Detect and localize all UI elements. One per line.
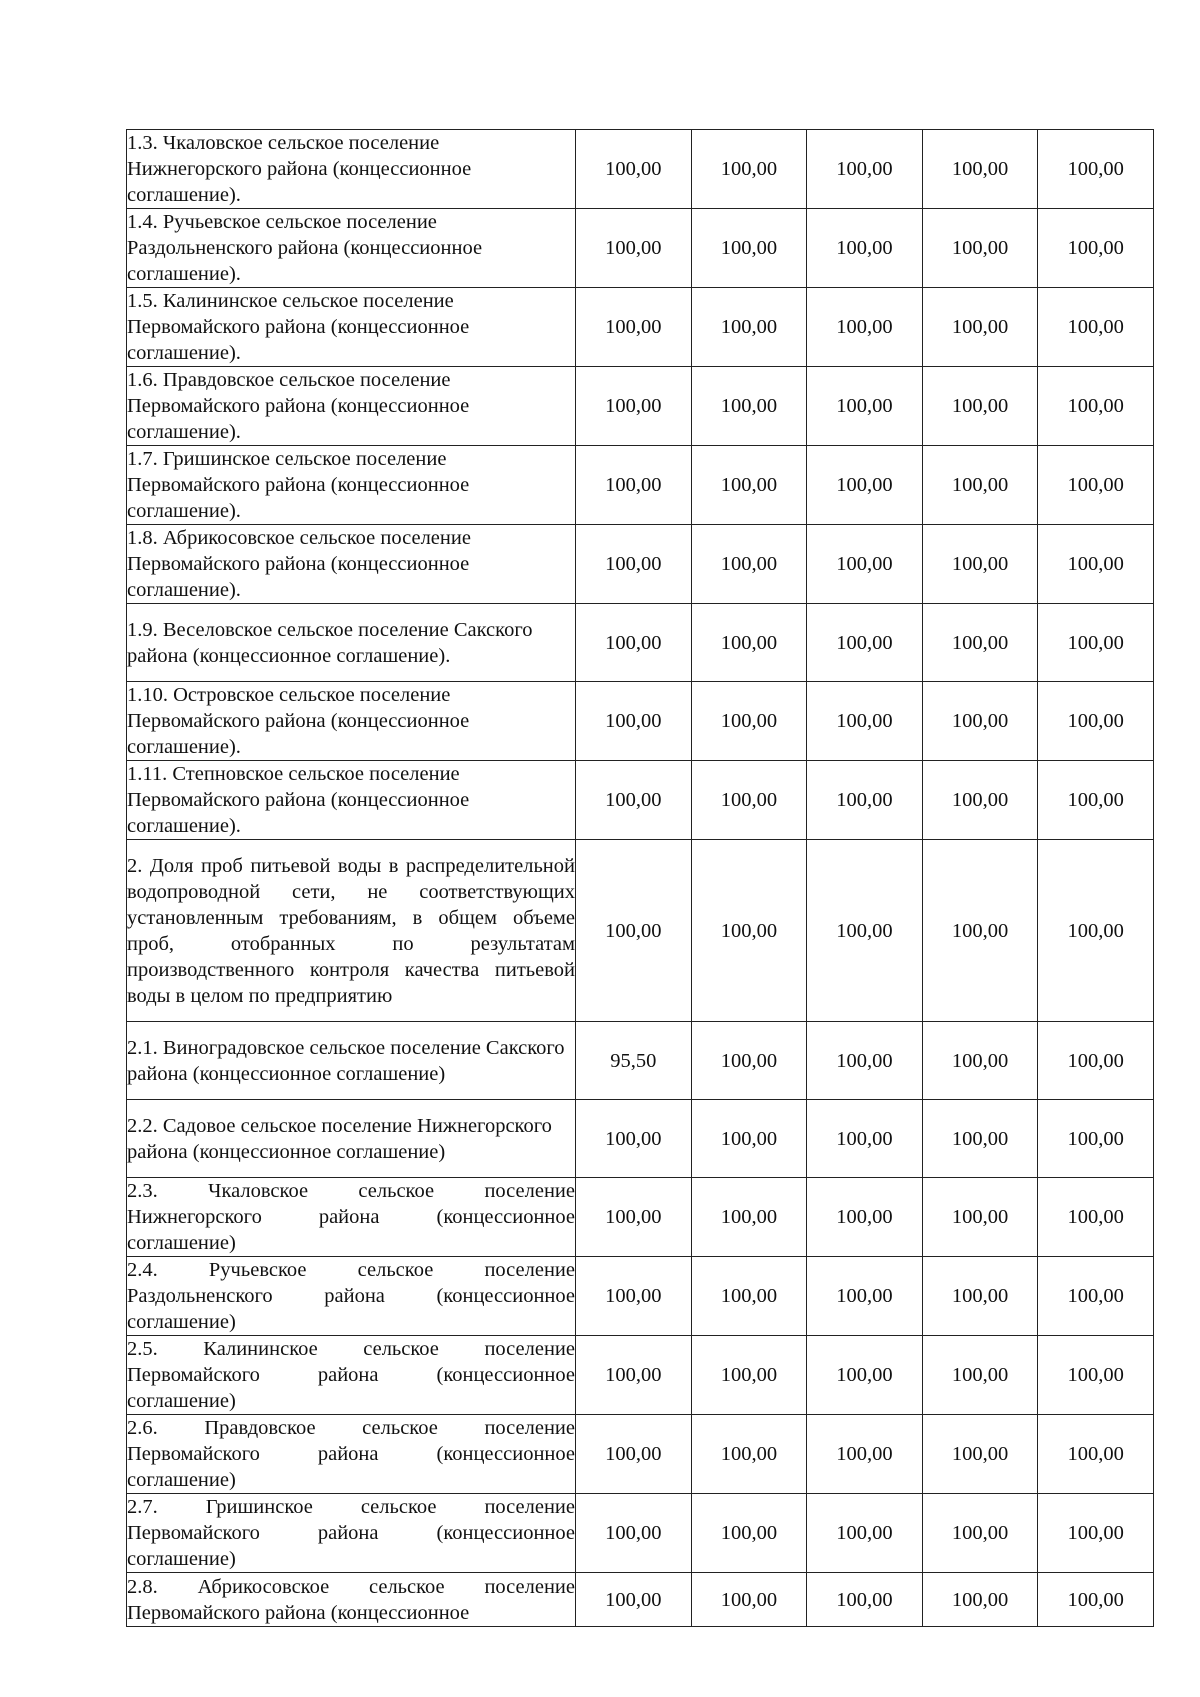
value-cell: 100,00 <box>576 1494 692 1573</box>
value-cell: 100,00 <box>807 1178 923 1257</box>
table-row <box>127 130 1154 209</box>
value-cell: 100,00 <box>1038 1336 1154 1415</box>
value-cell: 100,00 <box>922 682 1038 761</box>
table-row <box>127 525 1154 604</box>
value-cell: 100,00 <box>1038 288 1154 367</box>
value-cell: 100,00 <box>576 130 692 209</box>
row-label: 2. Доля проб питьевой воды в распределительной водопроводной сети, не соответствующих установленным требованиям, в общем объеме проб, отобранных по результатам производственного контроля качества питьевой воды в целом по предприятию <box>127 840 576 1022</box>
value-cell: 100,00 <box>922 1257 1038 1336</box>
value-cell: 100,00 <box>1038 682 1154 761</box>
value-cell: 100,00 <box>576 446 692 525</box>
value-cell: 100,00 <box>1038 209 1154 288</box>
table-row <box>127 761 1154 840</box>
value-cell: 100,00 <box>691 367 807 446</box>
row-label: 2.6. Правдовское сельское поселение Первомайского района (концессионное соглашение) <box>127 1415 576 1494</box>
value-cell: 100,00 <box>922 1022 1038 1100</box>
row-label: 1.8. Абрикосовское сельское поселение Первомайского района (концессионное соглашение). <box>127 525 576 604</box>
value-cell: 100,00 <box>576 840 692 1022</box>
value-cell: 100,00 <box>691 840 807 1022</box>
row-label: 1.4. Ручьевское сельское поселение Раздольненского района (концессионное соглашение). <box>127 209 576 288</box>
row-label: 2.8. Абрикосовское сельское поселение Первомайского района (концессионное <box>127 1573 576 1627</box>
value-cell: 100,00 <box>691 288 807 367</box>
value-cell: 100,00 <box>691 604 807 682</box>
value-cell: 100,00 <box>807 367 923 446</box>
value-cell: 100,00 <box>576 367 692 446</box>
value-cell: 100,00 <box>922 525 1038 604</box>
value-cell: 100,00 <box>1038 761 1154 840</box>
value-cell: 100,00 <box>576 288 692 367</box>
table-row <box>127 1336 1154 1415</box>
value-cell: 100,00 <box>1038 1415 1154 1494</box>
value-cell: 100,00 <box>807 1336 923 1415</box>
row-label: 1.9. Веселовское сельское поселение Сакского района (концессионное соглашение). <box>127 604 576 682</box>
value-cell: 100,00 <box>576 761 692 840</box>
value-cell: 100,00 <box>691 682 807 761</box>
row-label: 1.11. Степновское сельское поселение Первомайского района (концессионное соглашение). <box>127 761 576 840</box>
value-cell: 100,00 <box>922 1415 1038 1494</box>
value-cell: 100,00 <box>691 1257 807 1336</box>
table-row <box>127 288 1154 367</box>
table-row <box>127 840 1154 1022</box>
value-cell: 100,00 <box>807 840 923 1022</box>
table-row <box>127 367 1154 446</box>
value-cell: 100,00 <box>922 1494 1038 1573</box>
value-cell: 100,00 <box>691 525 807 604</box>
value-cell: 100,00 <box>922 1100 1038 1178</box>
table-row <box>127 1257 1154 1336</box>
value-cell: 100,00 <box>922 446 1038 525</box>
value-cell: 100,00 <box>691 1178 807 1257</box>
value-cell: 100,00 <box>807 130 923 209</box>
row-label: 1.3. Чкаловское сельское поселение Нижнегорского района (концессионное соглашение). <box>127 130 576 209</box>
row-label: 2.7. Гришинское сельское поселение Первомайского района (концессионное соглашение) <box>127 1494 576 1573</box>
value-cell: 100,00 <box>922 1178 1038 1257</box>
value-cell: 100,00 <box>1038 604 1154 682</box>
value-cell: 100,00 <box>922 367 1038 446</box>
value-cell: 100,00 <box>691 1022 807 1100</box>
table-row <box>127 446 1154 525</box>
table-row <box>127 1494 1154 1573</box>
value-cell: 100,00 <box>807 209 923 288</box>
value-cell: 100,00 <box>922 840 1038 1022</box>
row-label: 2.3. Чкаловское сельское поселение Нижнегорского района (концессионное соглашение) <box>127 1178 576 1257</box>
value-cell: 100,00 <box>691 130 807 209</box>
value-cell: 100,00 <box>807 1415 923 1494</box>
value-cell: 100,00 <box>922 130 1038 209</box>
value-cell: 100,00 <box>1038 1573 1154 1627</box>
value-cell: 100,00 <box>1038 840 1154 1022</box>
row-label: 2.5. Калининское сельское поселение Первомайского района (концессионное соглашение) <box>127 1336 576 1415</box>
row-label: 1.6. Правдовское сельское поселение Первомайского района (концессионное соглашение). <box>127 367 576 446</box>
value-cell: 100,00 <box>576 209 692 288</box>
row-label: 1.7. Гришинское сельское поселение Первомайского района (концессионное соглашение). <box>127 446 576 525</box>
value-cell: 100,00 <box>807 288 923 367</box>
value-cell: 100,00 <box>691 446 807 525</box>
value-cell: 100,00 <box>1038 1494 1154 1573</box>
row-label: 2.4. Ручьевское сельское поселение Раздольненского района (концессионное соглашение) <box>127 1257 576 1336</box>
value-cell: 100,00 <box>922 288 1038 367</box>
row-label: 1.10. Островское сельское поселение Первомайского района (концессионное соглашение). <box>127 682 576 761</box>
value-cell: 100,00 <box>576 1573 692 1627</box>
value-cell: 100,00 <box>576 1178 692 1257</box>
value-cell: 100,00 <box>807 1494 923 1573</box>
value-cell: 100,00 <box>922 604 1038 682</box>
table-row <box>127 682 1154 761</box>
row-label: 1.5. Калининское сельское поселение Первомайского района (концессионное соглашение). <box>127 288 576 367</box>
value-cell: 100,00 <box>691 761 807 840</box>
value-cell: 100,00 <box>922 761 1038 840</box>
value-cell: 100,00 <box>576 1257 692 1336</box>
value-cell: 100,00 <box>691 1336 807 1415</box>
value-cell: 100,00 <box>1038 446 1154 525</box>
value-cell: 100,00 <box>1038 1257 1154 1336</box>
value-cell: 100,00 <box>576 604 692 682</box>
row-label: 2.1. Виноградовское сельское поселение Сакского района (концессионное соглашение) <box>127 1022 576 1100</box>
indicators-table <box>126 129 1154 1627</box>
value-cell: 100,00 <box>807 761 923 840</box>
value-cell: 100,00 <box>807 1257 923 1336</box>
table-row <box>127 1100 1154 1178</box>
value-cell: 100,00 <box>922 1336 1038 1415</box>
value-cell: 100,00 <box>1038 130 1154 209</box>
value-cell: 100,00 <box>576 525 692 604</box>
value-cell: 100,00 <box>576 682 692 761</box>
table-row <box>127 1573 1154 1627</box>
value-cell: 100,00 <box>691 209 807 288</box>
value-cell: 100,00 <box>576 1100 692 1178</box>
value-cell: 100,00 <box>1038 1178 1154 1257</box>
value-cell: 100,00 <box>1038 1022 1154 1100</box>
value-cell: 100,00 <box>807 682 923 761</box>
value-cell: 100,00 <box>807 1100 923 1178</box>
value-cell: 100,00 <box>807 525 923 604</box>
table-row <box>127 1178 1154 1257</box>
table-row <box>127 604 1154 682</box>
value-cell: 100,00 <box>691 1415 807 1494</box>
value-cell: 100,00 <box>1038 1100 1154 1178</box>
value-cell: 100,00 <box>1038 525 1154 604</box>
value-cell: 100,00 <box>807 1573 923 1627</box>
table-row <box>127 1022 1154 1100</box>
value-cell: 100,00 <box>691 1573 807 1627</box>
table-row <box>127 209 1154 288</box>
table-body <box>127 130 1154 1627</box>
row-label: 2.2. Садовое сельское поселение Нижнегорского района (концессионное соглашение) <box>127 1100 576 1178</box>
value-cell: 100,00 <box>807 446 923 525</box>
value-cell: 100,00 <box>1038 367 1154 446</box>
value-cell: 95,50 <box>576 1022 692 1100</box>
value-cell: 100,00 <box>576 1415 692 1494</box>
value-cell: 100,00 <box>807 1022 923 1100</box>
table-row <box>127 1415 1154 1494</box>
value-cell: 100,00 <box>691 1494 807 1573</box>
value-cell: 100,00 <box>576 1336 692 1415</box>
value-cell: 100,00 <box>922 1573 1038 1627</box>
value-cell: 100,00 <box>922 209 1038 288</box>
value-cell: 100,00 <box>691 1100 807 1178</box>
value-cell: 100,00 <box>807 604 923 682</box>
